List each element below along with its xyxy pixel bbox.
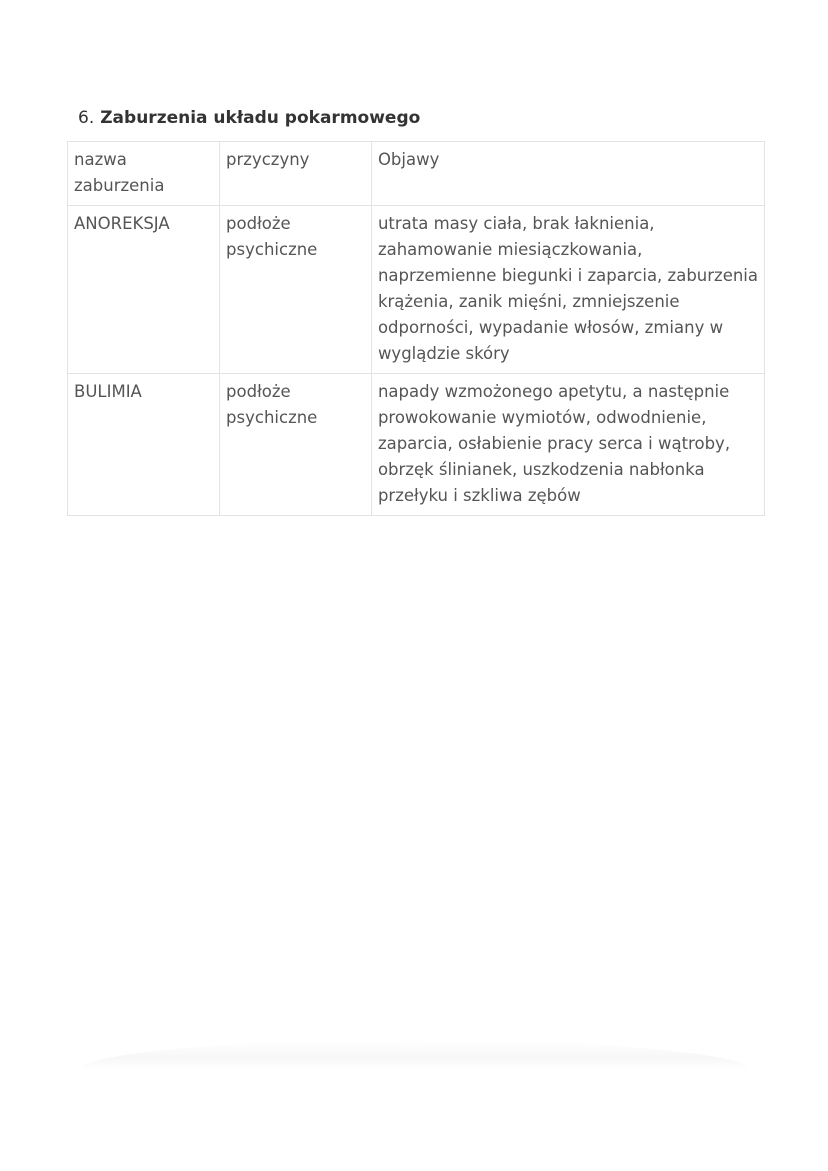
cell-text-line: psychiczne bbox=[226, 240, 318, 259]
cell-text-line: przyczyny bbox=[226, 150, 310, 169]
cell-text-line: zaburzenia bbox=[74, 176, 165, 195]
cell-text-line: psychiczne bbox=[226, 408, 318, 427]
disorder-name-cell bbox=[68, 374, 220, 516]
cell-text-line: podłoże bbox=[226, 214, 291, 233]
cell-text-line: wyglądzie skóry bbox=[377, 344, 510, 363]
cell-text-line: ANOREKSJA bbox=[74, 214, 170, 233]
section-number: 6. bbox=[78, 108, 95, 128]
cell-text-line: naprzemienne biegunki i zaparcia, zaburzenia bbox=[377, 266, 758, 285]
page-edge-shadow bbox=[80, 1040, 750, 1070]
cell-text-line: podłoże bbox=[226, 382, 291, 401]
cell-text-line: nazwa bbox=[74, 150, 127, 169]
section-title: Zaburzenia układu pokarmowego bbox=[100, 108, 421, 128]
table-header-row bbox=[68, 142, 765, 206]
disorder-name-cell bbox=[68, 142, 220, 206]
disorder-name-cell bbox=[68, 206, 220, 374]
symptoms-cell bbox=[371, 142, 764, 206]
table-row bbox=[68, 206, 765, 374]
cell-text-line: zaparcia, osłabienie pracy serca i wątroby, bbox=[377, 434, 731, 453]
cause-cell bbox=[220, 206, 372, 374]
cause-cell bbox=[220, 142, 372, 206]
cell-text-line: przełyku i szkliwa zębów bbox=[377, 486, 581, 505]
disorders-table bbox=[67, 141, 765, 516]
table-row bbox=[68, 374, 765, 516]
cell-text-line: BULIMIA bbox=[74, 382, 142, 401]
symptoms-cell bbox=[371, 206, 764, 374]
symptoms-cell bbox=[371, 374, 764, 516]
cell-text-line: obrzęk ślinianek, uszkodzenia nabłonka bbox=[377, 460, 705, 479]
cell-text-line: napady wzmożonego apetytu, a następnie bbox=[377, 382, 730, 401]
cell-text-line: Objawy bbox=[377, 150, 440, 169]
cell-text-line: utrata masy ciała, brak łaknienia, bbox=[377, 214, 655, 233]
section-heading bbox=[78, 108, 420, 128]
cell-text-line: prowokowanie wymiotów, odwodnienie, bbox=[377, 408, 707, 427]
cell-text-line: zahamowanie miesiączkowania, bbox=[377, 240, 643, 259]
cell-text-line: odporności, wypadanie włosów, zmiany w bbox=[377, 318, 724, 337]
cell-text-line: krążenia, zanik mięśni, zmniejszenie bbox=[377, 292, 680, 311]
cause-cell bbox=[220, 374, 372, 516]
